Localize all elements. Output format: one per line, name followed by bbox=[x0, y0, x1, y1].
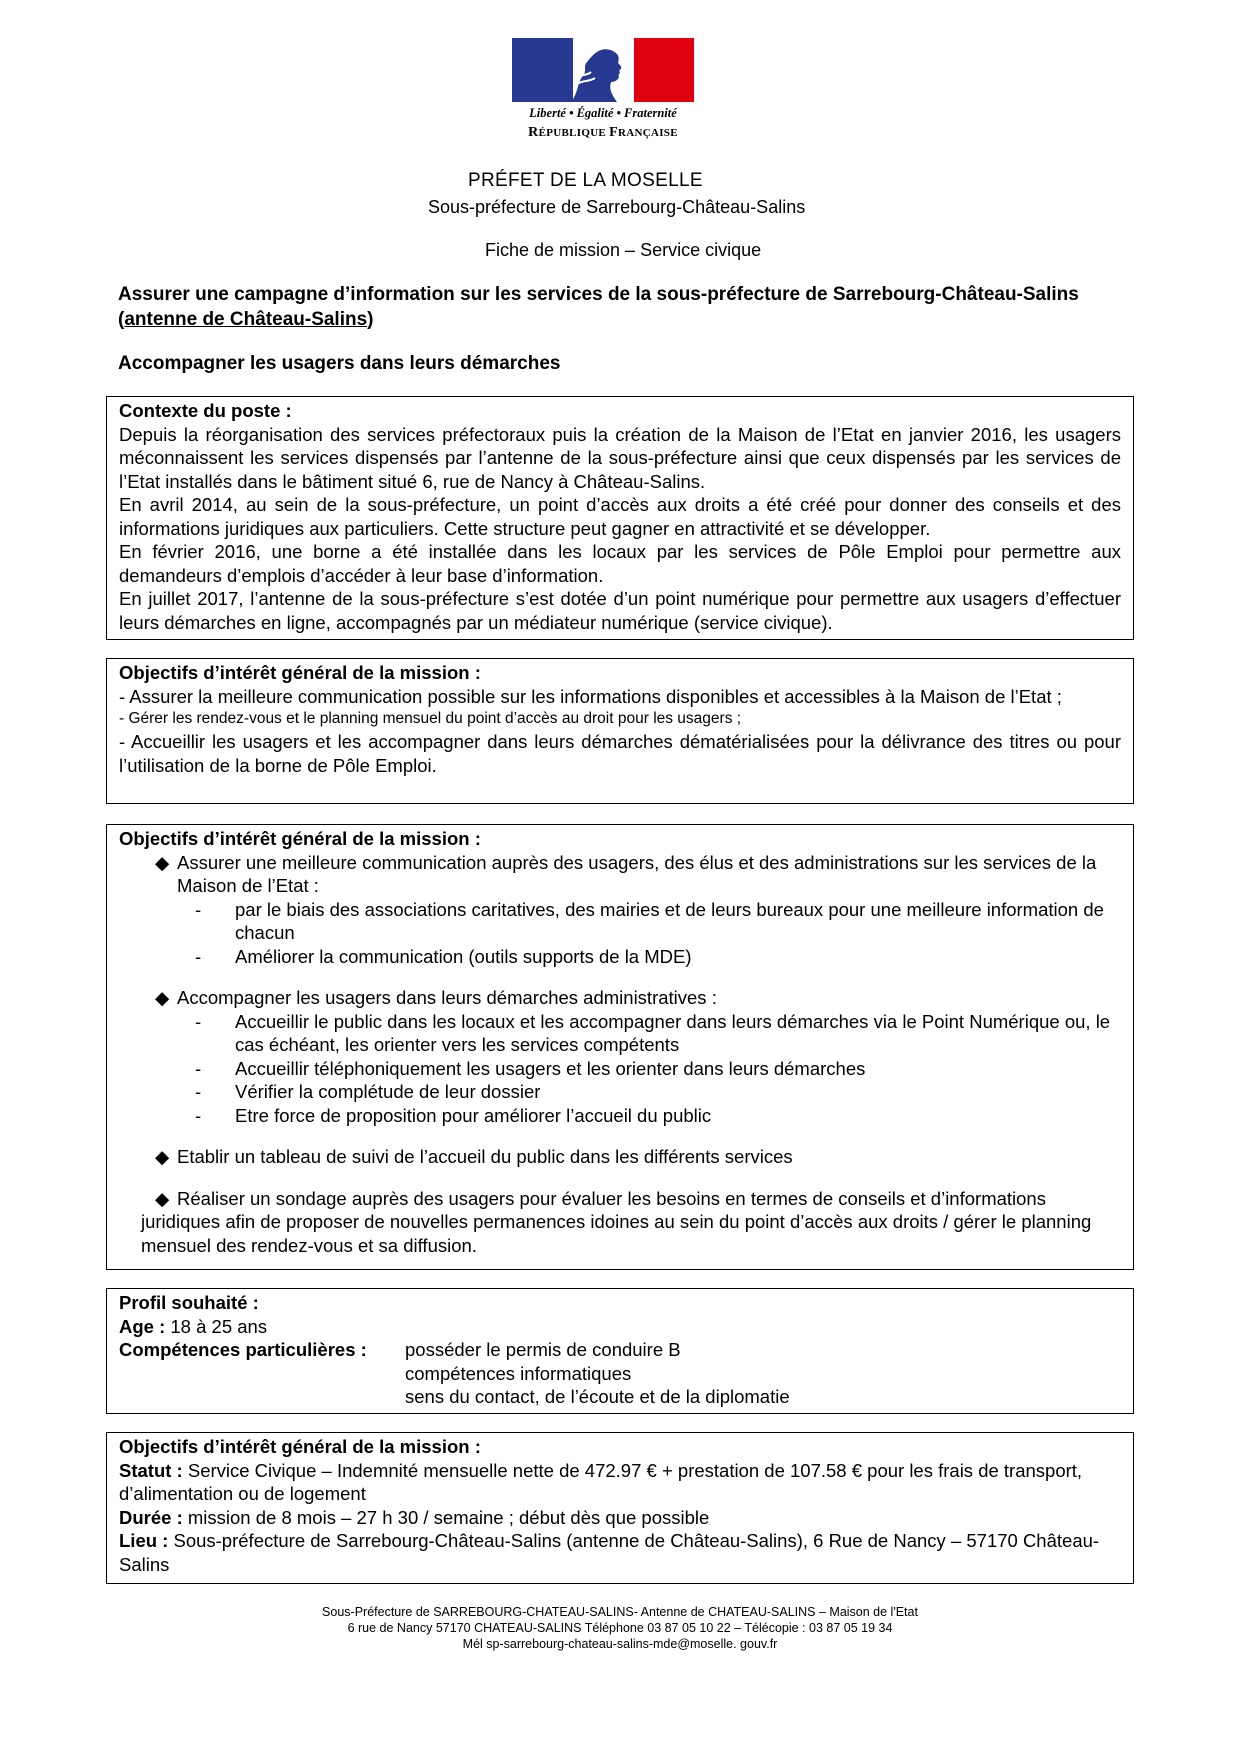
statut-row: Statut : Service Civique – Indemnité mensuelle nette de 472.97 € + prestation de 107.58 € pour les frais de transport, d’alimentation ou de logement bbox=[119, 1459, 1083, 1504]
competence-item: compétences informatiques bbox=[405, 1362, 632, 1384]
objectif-subitem: - Accueillir téléphoniquement les usagers et les orienter dans leurs démarches bbox=[195, 1057, 866, 1079]
objectifs-box-2 bbox=[106, 824, 1134, 1270]
objectif-item: - Assurer la meilleure communication possible sur les informations disponibles et accessibles à la Maison de l’Etat ; bbox=[119, 685, 1062, 707]
contexte-paragraph: Depuis la réorganisation des services préfectoraux puis la création de la Maison de l’Etat en janvier 2016, les usagers méconnaissent les services dispensés par l’antenne de la sous-préfecture ainsi que ceux dispensés par les services de l’Etat installés dans le bâtiment situé 6, rue de Nancy à Château-Salins. bbox=[119, 423, 1121, 492]
dash-icon: - bbox=[195, 1104, 202, 1126]
profil-heading: Profil souhaité : bbox=[119, 1292, 259, 1313]
marianne-profile-icon bbox=[573, 38, 634, 102]
footer-line: Sous-Préfecture de SARREBOURG-CHATEAU-SALINS- Antenne de CHATEAU-SALINS – Maison de l'Etat bbox=[322, 1605, 918, 1619]
footer bbox=[0, 1604, 1240, 1652]
age-row: Age : 18 à 25 ans bbox=[119, 1315, 268, 1337]
contexte-box bbox=[106, 396, 1134, 640]
dash-icon: - bbox=[195, 945, 202, 967]
lieu-row: Lieu : Sous-préfecture de Sarrebourg-Château-Salins (antenne de Château-Salins), 6 Rue de Nancy – 57170 Château-Salins bbox=[119, 1530, 1100, 1575]
diamond-icon: ◆ bbox=[155, 851, 170, 873]
objectif-subitem: - Améliorer la communication (outils supports de la MDE) bbox=[195, 945, 692, 967]
objectif-subitem: - Vérifier la complétude de leur dossier bbox=[195, 1081, 541, 1102]
objectif-subitem: - par le biais des associations caritatives, des mairies et de leurs bureaux pour une meilleure information de chacun bbox=[195, 898, 1104, 943]
competences-row bbox=[119, 1338, 1121, 1409]
objectif-bullet: ◆ Réaliser un sondage auprès des usagers pour évaluer les besoins en termes de conseils et d’informations juridiques afin de proposer de nouvelles permanences idoines au sein du point d’accès aux droits / gérer le planning mensuel des rendez-vous et sa diffusion. bbox=[141, 1187, 1092, 1256]
marianne-logo bbox=[510, 38, 696, 141]
profil-box bbox=[106, 1288, 1134, 1414]
competences-list bbox=[405, 1338, 790, 1409]
dash-icon: - bbox=[195, 898, 202, 920]
fiche-heading: Fiche de mission – Service civique bbox=[485, 240, 762, 260]
competence-item: sens du contact, de l’écoute et de la diplomatie bbox=[405, 1386, 790, 1407]
motto-text: Liberté • Égalité • Fraternité bbox=[529, 106, 677, 120]
objectifs-heading: Objectifs d’intérêt général de la mission : bbox=[119, 662, 481, 683]
contexte-paragraph: En février 2016, une borne a été installée dans les locaux par les services de Pôle Emploi pour permettre aux demandeurs d’emplois d’accéder à leur base d’information. bbox=[119, 541, 1121, 586]
conditions-box bbox=[106, 1432, 1134, 1584]
contexte-heading: Contexte du poste : bbox=[119, 400, 292, 421]
competence-item: posséder le permis de conduire B bbox=[405, 1339, 681, 1360]
prefet-heading: PRÉFET DE LA MOSELLE bbox=[468, 170, 703, 191]
dash-icon: - bbox=[195, 1010, 202, 1032]
republique-francaise-text: RÉPUBLIQUE FRANÇAISE bbox=[528, 125, 678, 140]
footer-line: 6 rue de Nancy 57170 CHATEAU-SALINS Téléphone 03 87 05 10 22 – Télécopie : 03 87 05 19 34 bbox=[347, 1621, 893, 1635]
objectif-bullet: ◆ Etablir un tableau de suivi de l’accueil du public dans les différents services bbox=[155, 1146, 793, 1167]
dash-icon: - bbox=[195, 1057, 202, 1079]
objectif-bullet: ◆ Accompagner les usagers dans leurs démarches administratives : bbox=[155, 987, 717, 1008]
duree-row: Durée : mission de 8 mois – 27 h 30 / semaine ; début dès que possible bbox=[119, 1506, 710, 1528]
diamond-icon: ◆ bbox=[155, 987, 170, 1008]
objectifs-heading: Objectifs d’intérêt général de la mission : bbox=[119, 828, 481, 849]
antenne-underlined: antenne de Château-Salins bbox=[124, 309, 368, 330]
dash-icon: - bbox=[195, 1081, 202, 1102]
diamond-icon: ◆ bbox=[155, 1146, 170, 1167]
contexte-paragraph: En juillet 2017, l’antenne de la sous-préfecture s’est dotée d’un point numérique pour permettre aux usagers d’effectuer leurs démarches en ligne, accompagnés par un médiateur numérique (service civique). bbox=[119, 588, 1121, 633]
objectif-bullet: ◆ Assurer une meilleure communication auprès des usagers, des élus et des administrations sur les services de la Maison de l’Etat : bbox=[155, 851, 1097, 896]
conditions-heading: Objectifs d’intérêt général de la mission : bbox=[119, 1436, 481, 1457]
objectifs-box-1 bbox=[106, 658, 1134, 804]
footer-email: Mél sp-sarrebourg-chateau-salins-mde@moselle. gouv.fr bbox=[462, 1637, 778, 1651]
sous-prefecture-heading: Sous-préfecture de Sarrebourg-Château-Salins bbox=[428, 197, 806, 217]
mission-subtitle: Accompagner les usagers dans leurs démarches bbox=[118, 353, 561, 374]
objectif-item: - Gérer les rendez-vous et le planning mensuel du point d’accès au droit pour les usagers ; bbox=[119, 710, 742, 727]
flag-icon bbox=[512, 38, 694, 102]
mission-title: Assurer une campagne d’information sur les services de la sous-préfecture de Sarrebourg-Château-Salins (antenne de Château-Salins) bbox=[118, 284, 1079, 330]
objectif-item: - Accueillir les usagers et les accompagner dans leurs démarches dématérialisées pour la délivrance des titres ou pour l’utilisation de la borne de Pôle Emploi. bbox=[119, 731, 1121, 776]
competences-label: Compétences particulières : bbox=[119, 1339, 367, 1360]
objectif-subitem: - Accueillir le public dans les locaux et les accompagner dans leurs démarches via le Point Numérique ou, le cas échéant, les orienter vers les services compétents bbox=[195, 1010, 1111, 1055]
contexte-paragraph: En avril 2014, au sein de la sous-préfecture, un point d’accès aux droits a été créé pour donner des conseils et des informations juridiques aux particuliers. Cette structure peut gagner en attractivité et se développer. bbox=[119, 494, 1121, 539]
objectif-subitem: - Etre force de proposition pour améliorer l’accueil du public bbox=[195, 1104, 712, 1126]
diamond-icon: ◆ bbox=[155, 1187, 170, 1209]
